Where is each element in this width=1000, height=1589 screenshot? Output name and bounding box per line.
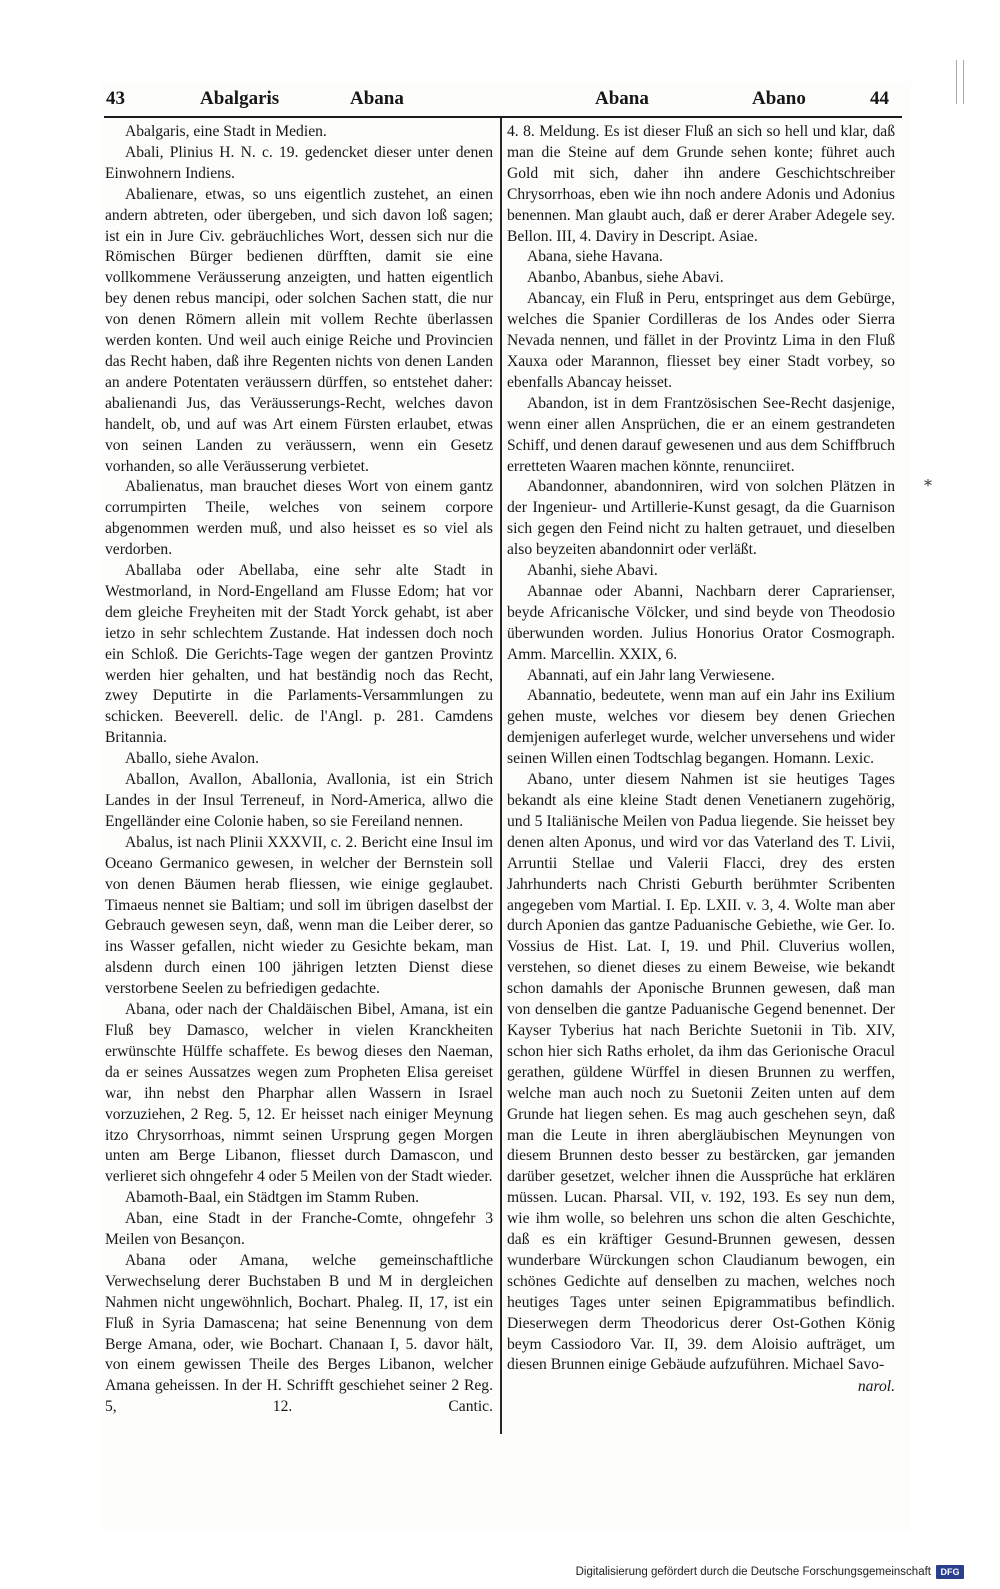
- header-keyword-right: Abano: [752, 88, 806, 109]
- margin-annotation-mark: *: [924, 476, 932, 495]
- margin-ruler-mark: [956, 60, 964, 104]
- entry-abana-continued: 4. 8. Meldung. Es ist dieser Fluß an sich so hell und klar, daß man die Steine auf dem Grunde sehen konte; führet auch Gold mit sich, daher ihn andere Geschichtschreiber Chrysorrhoas, eben wie ihn noch andere Adonis und Adonius benennen. Man glaubt auch, daß er derer Araber Adegele sey. Bellon. III, 4. Daviry in Descript. Asiae.: [507, 123, 895, 245]
- header-rule: [104, 116, 902, 118]
- running-header: [100, 84, 910, 118]
- entry-abalgaris: Abalgaris, eine Stadt in Medien.: [125, 123, 327, 140]
- entry-abancay: Abancay, ein Fluß in Peru, entspringet aus dem Gebürge, welches die Spanier Cordilleras de los Andes oder Sierra Nevada nennen, und fället in der Provintz Lima in den Fluß Xauxa oder Marannon, fliesset bey einer Stadt vorbey, so ebenfalls Abancay heisset.: [507, 290, 895, 391]
- entry-abannae: Abannae oder Abanni, Nachbarn derer Caprarienser, beyde Africanische Völcker, und sind beyde von Theodosio überwunden worden. Julius Honorius Orator Cosmograph. Amm. Marcellin. XXIX, 6.: [507, 582, 895, 663]
- digitization-footer: [576, 1564, 964, 1580]
- entry-abali: Abali, Plinius H. N. c. 19. gedencket dieser unter denen Einwohnern Indiens.: [105, 143, 493, 182]
- entry-abalus: Abalus, ist nach Plinii XXXVII, c. 2. Bericht eine Insul im Oceano Germanico gewesen, in welcher der Bernstein soll von denen Bäumen herab fliessen, wie einige geglaubet. Timaeus nennet sie Baltiam; und soll im übrigen daselbst der Gebrauch gewesen seyn, daß, wenn man die Leiber derer, so ins Wasser gefallen, nicht wieder zu Gesichte bekam, man alsdenn durch einen 100 jährigen letzten Dienst diese verstorbene Seelen zu befriedigen gedachte.: [105, 833, 493, 998]
- entry-abannati: Abannati, auf ein Jahr lang Verwiesene.: [527, 666, 775, 684]
- entry-abano: Abano, unter diesem Nahmen ist sie heutiges Tages bekandt als eine kleine Stadt denen Venetianern zugehörig, und 5 Italiänische Meilen von Padua liegende. Sie heisset bey denen alten Aponus, und wird vor das Vaterland des T. Livii, Arruntii Stellae und Valerii Flacci, drey des ersten Jahrhunderts nach Christi Geburth berühmter Scribenten angegeben vom Martial. I. Ep. LXII. v. 3, 4. Wolte man aber durch Aponien das gantze Paduanische Gebiethe, wie Ger. Io. Vossius de Hist. Lat. I, 19. und Phil. Cluverius wollen, verstehen, so dienet dieses zu einem Beweise, wie bekandt schon damahls der Aponische Brunnen gewesen, daß man von denselben die gantze Paduanische Gegend benennet. Der Kayser Tyberius hat nach Berichte Suetonii in Tib. XIV, schon hier sich Raths erholet, da ihm das Gerionische Oracul gerathen, güldene Würffel in diesen Brunnen zu werffen, welche man auch noch zu Suetonii Zeiten unten auf dem Grunde hat liegen sehen. Es mag auch geschehen seyn, daß man die Leute in ihren abergläubischen Meynungen von diesem Brunnen desto besser zu bestärcken, gar jemanden darüber gesetzet, welcher ihnen die Aussprüche hat erklären müssen. Lucan. Pharsal. VII, v. 192, 193. Es sey nun dem, wie ihm wolle, so belehren uns schon die alten Geschichte, daß es ein kräftiger Gesund-Brunnen gewesen, dessen wunderbare Würckungen schon Claudianum bewogen, ein schönes Gedichte auf denselben zu machen, welches noch heutiges Tages unter seinen Epigrammatibus befindlich. Dieserwegen derm Theodoricus derer Ost-Gothen König beym Cassiodoro Var. II, 39. dem Aloisio aufträget, um diesen Brunnen einige Gebäude aufzuführen. Michael Savo-: [507, 771, 895, 1374]
- entry-aballon: Aballon, Avallon, Aballonia, Avallonia, ist ein Strich Landes in der Insul Terreneuf, in Nord-America, allwo die Engelländer eine Colonie haben, so sie Fereiland nennen.: [105, 771, 493, 830]
- entry-abamoth-baal: Abamoth-Baal, ein Städtgen im Stamm Ruben.: [125, 1189, 420, 1207]
- entry-abana-amana: Abana oder Amana, welche gemeinschaftliche Verwechselung derer Buchstaben B und M in dergleichen Nahmen nicht ungewöhnlich, Bochart. Phaleg. II, 17, ist ein Fluß in Syria Damascena; hat seine Benennung von dem Berge Amana, oder, wie Bochart. Chanaan I, 5. davor hält, von einem gewissen Theile des Berges Libanon, welcher Amana geheissen. In der H. Schrifft geschiehet seiner 2 Reg. 5, 12. Cantic.: [105, 1251, 493, 1416]
- entry-abana-havana: Abana, siehe Havana.: [527, 248, 663, 266]
- header-center-left: Abana: [350, 88, 404, 109]
- entry-aballo: Aballo, siehe Avalon.: [125, 750, 259, 768]
- entry-aballaba: Aballaba oder Abellaba, eine sehr alte Stadt in Westmorland, in Nord-Engelland am Flusse Edom; hat vor dem gleiche Freyheiten mit der Stadt Yorck gehabt, ist aber ietzo in sehr schlechtem Zustande. Hat indessen doch noch ein Schloß. Die Gerichts-Tage wegen der gantzen Provintz werden hier gehalten, und hat beständig noch das Recht, zwey Deputirte in die Parlaments-Versammlungen zu schicken. Beeverell. delic. de l'Angl. p. 281. Camdens Britannia.: [105, 562, 493, 747]
- footer-text: Digitalisierung gefördert durch die Deutsche Forschungsgemeinschaft: [575, 1566, 931, 1578]
- column-divider: [500, 118, 502, 1434]
- header-keyword-left: Abalgaris: [200, 88, 280, 109]
- right-column: [507, 122, 895, 1398]
- entry-abannatio: Abannatio, bedeutete, wenn man auf ein Jahr ins Exilium gehen muste, welches vor diesem bey denen Griechen demjenigen auferleget wurde, welcher unversehens und wider seinen Willen einen Todtschlag begangen. Homann. Lexic.: [507, 687, 895, 768]
- left-column: [105, 122, 493, 1418]
- entry-abandon: Abandon, ist in dem Frantzösischen See-Recht dasjenige, wenn einer allen Ansprüchen, die er an einem gestrandeten Schiff, und denen darauf gewesenen und aus dem Schiffbruch erretteten Waaren machen könnte, renunciiret.: [507, 394, 895, 475]
- entry-aban: Aban, eine Stadt in der Franche-Comte, ohngefehr 3 Meilen von Besançon.: [105, 1210, 493, 1249]
- entry-abanbo: Abanbo, Abanbus, siehe Abavi.: [527, 269, 724, 287]
- entry-abalienare: Abalienare, etwas, so uns eigentlich zustehet, an einen andern abtreten, oder übergeben, und sich davon loß sagen; ist ein in Jure Civ. gebräuchliches Wort, dessen sich nur die Römischen Bürger bedienen dürfften, damit sie eine vollkommene Veräusserung anzeigten, und hatten eigentlich bey denen rebus mancipi, oder solchen Sachen statt, die nur von denen Römern allein mit vollem Rechte überlassen werden konten. Und weil auch einige Reiche und Provincien das Recht haben, daß ihre Regenten nichts von denen Landen an andere Potentaten veräussern dürffen, so entstehet daher: abalienandi Jus, das Veräusserungs-Recht, welches davon handelt, ob, und auf was Art einem Fürsten erlaubet, etwas von seinen Landen zu veräussern, wenn ein Gesetz vorhanden, so alle Veräusserung verbietet.: [105, 185, 493, 475]
- page-number-right: 44: [870, 88, 889, 109]
- entry-abalienatus: Abalienatus, man brauchet dieses Wort von einem gantz corrumpirten Theile, welches von seinem corpore abgenommen werden muß, und also heisset es so viel als verdorben.: [105, 478, 493, 559]
- entry-abanhi: Abanhi, siehe Abavi.: [527, 562, 658, 580]
- entry-abana-chaldaeisch: Abana, oder nach der Chaldäischen Bibel, Amana, ist ein Fluß bey Damasco, welcher in vielen Kranckheiten erwünschte Hülffe schaffete. Es bewog dieses den Naeman, da er seines Aussatzes wegen zum Propheten Elisa gereiset war, ihn nebst den Pharphar allen Wassern in Israel vorzuziehen, 2 Reg. 5, 12. Er heisset nach einiger Meynung itzo Chrysorrhoas, nimmt seinen Ursprung gegen Morgen unten am Berge Libanon, fliesset durch Damascon, und verlieret sich ohngefehr 4 oder 5 Meilen von der Stadt wieder.: [105, 1001, 493, 1186]
- dfg-logo-icon[interactable]: DFG: [936, 1565, 964, 1579]
- catchword: narol.: [857, 1378, 895, 1396]
- page-number-left: 43: [106, 88, 125, 109]
- header-center-right: Abana: [595, 88, 649, 109]
- entry-abandonner: Abandonner, abandonniren, wird von solchen Plätzen in der Ingenieur- und Artillerie-Kunst gesagt, da die Guarnison sich gegen den Feind nicht zu halten getrauet, und dieselben also beyzeiten abandonnirt oder verläßt.: [507, 478, 895, 559]
